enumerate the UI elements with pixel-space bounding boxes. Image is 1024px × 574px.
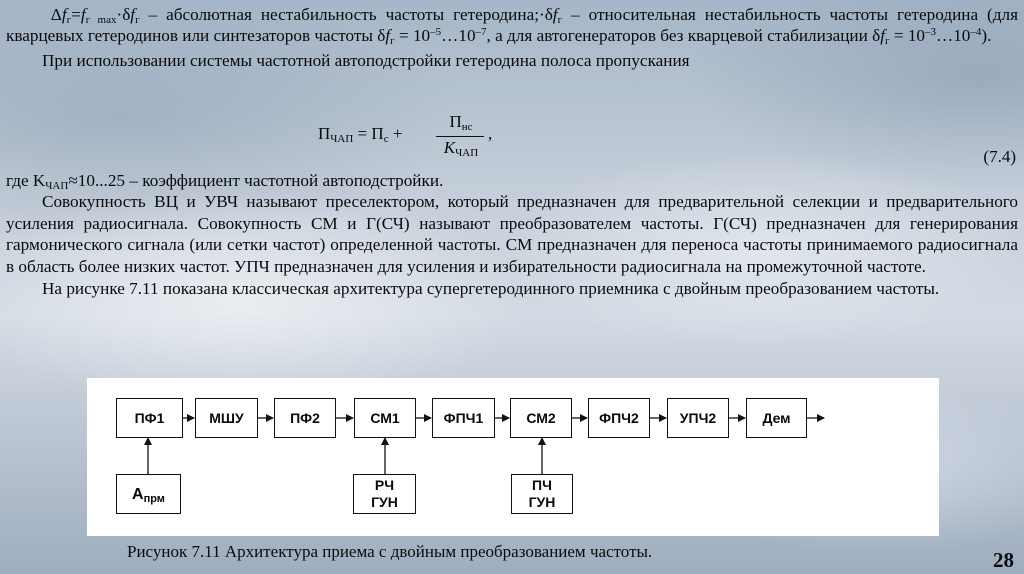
paragraph-instability: $\Delta f_г=f_{г max}\cdot\delta f_г$ – абсолютная нестабильность частоты $гетеродина;\cdot\delta f_г$ – относительная нестабильность частоты гетеродина (для кварцевых гетеродинов или синтезаторов частоты $\delta f_г$ = $10^{-5}\dots 10^{-7}$, а для автогенераторов без кварцевой стабилизации $\delta f_г$ = $10^{-3}\dots 10^{-4}$). — [6, 5, 1019, 48]
paragraph-kchap: где $K_{ЧАП}\approx 10...25$ – коэффициент частотной автоподстройки. — [6, 171, 444, 192]
text-block-top — [6, 4, 1018, 71]
block-pf2: ПФ2 — [274, 398, 336, 438]
receiver-block-diagram — [87, 378, 939, 536]
block-if-vco: ПЧ ГУН — [511, 474, 573, 514]
formula-lhs: $П_{ЧАП} = П_с$ + — [318, 124, 403, 145]
block-fpch2: ФПЧ2 — [588, 398, 650, 438]
formula-numerator: $П_{нс}$ — [449, 112, 473, 133]
block-pf1: ПФ1 — [116, 398, 183, 438]
text-block-main — [6, 170, 1018, 299]
block-sm2: СМ2 — [510, 398, 572, 438]
block-mshu: МШУ — [195, 398, 258, 438]
delta-symbol: Δ — [50, 5, 62, 24]
paragraph-preselector: Совокупность ВЦ и УВЧ называют преселектором, который предназначен для предварительной селекции и предварительного усиления радиосигнала. Совокупность СМ и Г(СЧ) называют преобразователем частоты. Г(СЧ) предназначен для генерирования гармонического сигнала (или сетки частот) определенной частоты. СМ предназначен для переноса частоты принимаемого радиосигнала в область более низких частот. УПЧ предназначен для усиления и избирательности радиосигнала на промежуточной частоте. — [6, 192, 1018, 276]
block-antenna: А прм — [116, 474, 181, 514]
formula-7-4: $П_{ЧАП} = П_с$ + $П_{нс}$ $K_{ЧАП}$ , — [318, 112, 493, 159]
formula-denominator: $K_{ЧАП}$ — [443, 138, 479, 159]
block-upch2: УПЧ2 — [667, 398, 729, 438]
page-number: 28 — [993, 548, 1014, 572]
paragraph-bandwidth: При использовании системы частотной автоподстройки гетеродина полоса пропускания — [42, 50, 690, 70]
equation-number: (7.4) — [983, 147, 1016, 166]
paragraph-figure-intro: На рисунке 7.11 показана классическая архитектура супергетеродинного приемника с двойным преобразованием частоты. — [42, 279, 940, 299]
block-sm1: СМ1 — [354, 398, 416, 438]
fraction-bar — [436, 136, 484, 137]
block-rf-vco: РЧ ГУН — [353, 474, 416, 514]
block-fpch1: ФПЧ1 — [432, 398, 495, 438]
figure-caption: Рисунок 7.11 Архитектура приема с двойным преобразованием частоты. — [127, 542, 653, 561]
block-dem: Дем — [746, 398, 807, 438]
